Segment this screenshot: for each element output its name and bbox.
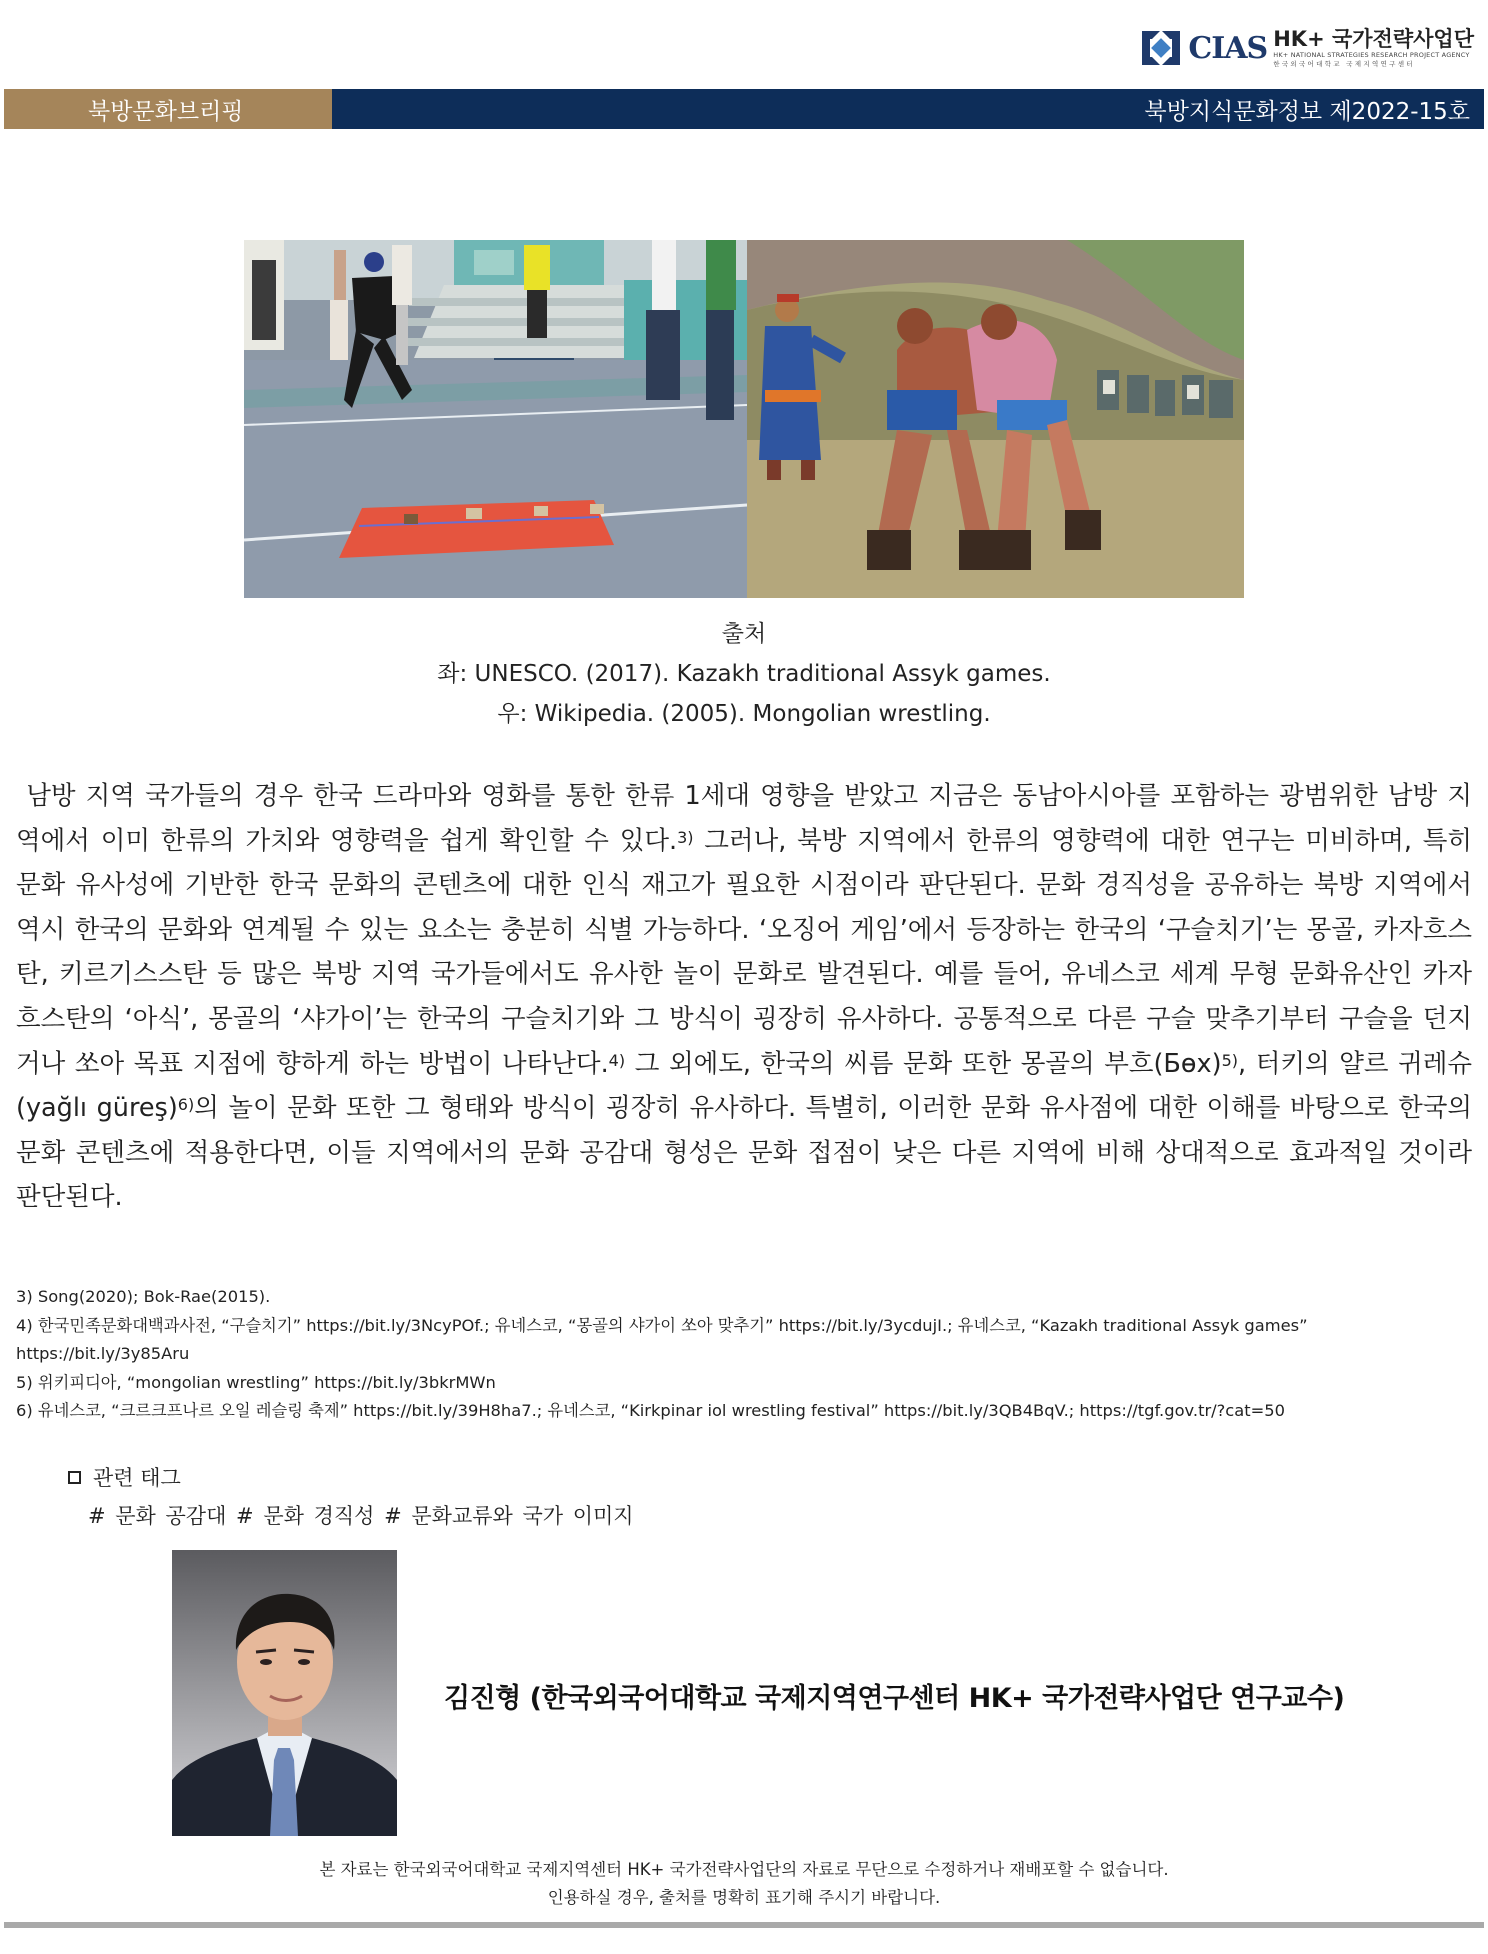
mongolian-wrestling-photo: [747, 240, 1244, 598]
footnote-6: 6) 유네스코, “크르크프나르 오일 레슬링 축제” https://bit.ly/39H8ha7.; 유네스코, “Kirkpinar iol wrestling festival” https://bit.ly/3QB4BqV.; https://tgf.gov.tr/?cat=50: [16, 1401, 1285, 1421]
caption-left-source: 좌: UNESCO. (2017). Kazakh traditional Assyk games.: [437, 661, 1051, 687]
photo-pair: [244, 240, 1244, 598]
logo-title: HK+ 국가전략사업단: [1273, 27, 1474, 51]
cias-logo: [1138, 18, 1474, 78]
footnote-ref-5[interactable]: 5): [1221, 1050, 1238, 1070]
body-text-5: 의 놀이 문화 또한 그 형태와 방식이 굉장히 유사하다. 특별히, 이러한 문화 유사점에 대한 이해를 바탕으로 한국의 문화 콘텐츠에 적용한다면, 이들 지역에서의 문화 공감대 형성은 문화 접점이 낮은 다른 지역에 비해 상대적으로 효과적일 것이라 판단된다.: [16, 1093, 1473, 1213]
footnote-ref-3[interactable]: 3): [677, 827, 694, 847]
footer-line-2: 인용하실 경우, 출처를 명확히 표기해 주시기 바랍니다.: [547, 1888, 941, 1907]
footnote-4: 4) 한국민족문화대백과사전, “구슬치기” https://bit.ly/3NcyPOf.; 유네스코, “몽골의 샤가이 쏘아 맞추기” https://bit.ly/3ycdujI.; 유네스코, “Kazakh traditional Assyk games” https://bit.ly/3y85Aru: [16, 1315, 1308, 1364]
related-tags-heading: [68, 1462, 181, 1492]
author-portrait: [172, 1550, 397, 1836]
body-paragraph: [16, 774, 1472, 1220]
footnote-3: 3) Song(2020); Bok-Rae(2015).: [16, 1287, 271, 1306]
footnote-ref-4[interactable]: 4): [608, 1050, 626, 1070]
caption-title: 출처: [721, 621, 767, 647]
related-tags-title: 관련 태그: [93, 1466, 181, 1490]
photo-caption: [0, 614, 1488, 734]
footer-line-1: 본 자료는 한국외국어대학교 국제지역센터 HK+ 국가전략사업단의 자료로 무단으로 수정하거나 재배포할 수 없습니다.: [319, 1860, 1169, 1879]
cias-emblem-icon: [1138, 25, 1184, 71]
footnote-5: 5) 위키피디아, “mongolian wrestling” https://bit.ly/3bkrMWn: [16, 1372, 496, 1392]
footnote-ref-6[interactable]: 6): [177, 1095, 195, 1115]
body-text-1: 남방 지역 국가들의 경우 한국 드라마와 영화를 통한 한류 1세대 영향을 받았고 지금은 동남아시아를 포함하는 광범위한 남방 지역에서 이미 한류의 가치와 영향력을 쉽게 확인할 수 있다.: [16, 781, 1473, 856]
logo-cias-text: CIAS: [1188, 30, 1268, 66]
body-text-2: 그러나, 북방 지역에서 한류의 영향력에 대한 연구는 미비하며, 특히 문화 유사성에 기반한 한국 문화의 콘텐츠에 대한 인식 재고가 필요한 시점이라 판단된다. 문화 경직성을 공유하는 북방 지역에서 역시 한국의 문화와 연계될 수 있는 요소는 충분히 식별 가능하다. ‘오징어 게임’에서 등장하는 한국의 ‘구슬치기’는 몽골, 카자흐스탄, 키르기스스탄 등 많은 북방 지역 국가들에서도 유사한 놀이 문화로 발견된다. 예를 들어, 유네스코 세계 무형 문화유산인 카자흐스탄의 ‘아식’, 몽골의 ‘샤가이’는 한국의 구슬치기와 그 방식이 굉장히 유사하다. 공통적으로 다른 구슬 맞추기부터 구슬을 던지거나 쏘아 목표 지점에 향하게 하는 방법이 나타난다.: [16, 825, 1473, 1079]
header-band: [4, 89, 1484, 129]
caption-right-source: 우: Wikipedia. (2005). Mongolian wrestling.: [497, 701, 991, 727]
body-text-3: 그 외에도, 한국의 씨름 문화 또한 몽골의 부흐(Бөх): [625, 1048, 1222, 1079]
bottom-divider: [4, 1922, 1484, 1928]
issue-label: 북방지식문화정보 제2022-15호: [332, 89, 1484, 129]
author-name: 김진형 (한국외국어대학교 국제지역연구센터 HK+ 국가전략사업단 연구교수): [444, 1683, 1345, 1714]
logo-subtitle-en: HK+ NATIONAL STRATEGIES RESEARCH PROJECT AGENCY: [1273, 51, 1470, 59]
footnotes: [16, 1283, 1472, 1426]
copyright-footer: [0, 1856, 1488, 1912]
assyk-game-photo: [244, 240, 747, 598]
body-text-4: , 터키의 얄르 귀레슈(yağlı güreş): [16, 1048, 1472, 1124]
section-label: 북방문화브리핑: [4, 89, 332, 129]
related-tags-list: # 문화 공감대 # 문화 경직성 # 문화교류와 국가 이미지: [88, 1504, 634, 1528]
checkbox-square-icon: [68, 1471, 81, 1484]
logo-subtitle-kr: 한국외국어대학교 국제지역연구센터: [1273, 60, 1415, 68]
